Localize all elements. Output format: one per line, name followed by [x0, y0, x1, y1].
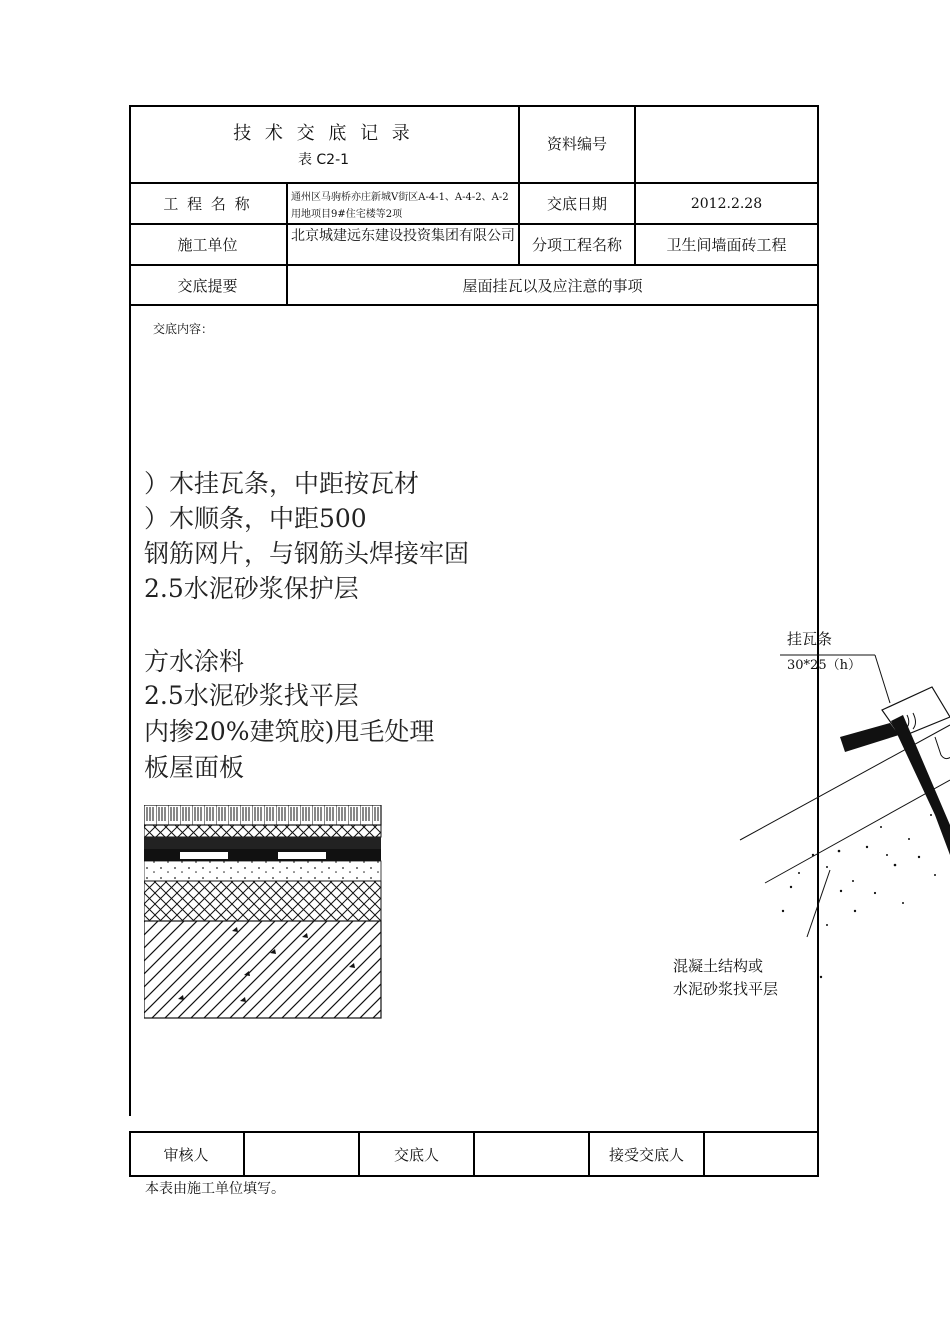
doc-no-label: 资料编号 — [546, 135, 607, 153]
project-name-value[interactable]: 通州区马驹桥亦庄新城Ⅴ街区A-4-1、A-4-2、A-2用地项目9#住宅楼等2项 — [291, 192, 509, 220]
layer-text: 钢筋网片，与钢筋头焊接牢固 — [144, 539, 470, 568]
sub-item-label: 分项工程名称 — [531, 236, 622, 254]
layer-text: ）木挂瓦条，中距按瓦材 — [144, 469, 420, 498]
layer-text: 板屋面板 — [144, 753, 245, 782]
layer-text: ）木顺条，中距500 — [144, 504, 367, 533]
footnote: 本表由施工单位填写。 — [145, 1181, 285, 1197]
title-cell — [129, 105, 518, 182]
leveling-layer-label: 水泥砂浆找平层 — [673, 980, 779, 998]
layer-text: 方水涂料 — [144, 647, 245, 676]
layer-text: 内掺20%建筑胶)甩毛处理 — [144, 717, 435, 746]
row-divider — [129, 304, 819, 306]
discloser-value[interactable] — [475, 1133, 588, 1175]
tile-batten-detail-drawing — [735, 625, 950, 1005]
doc-no-value[interactable] — [636, 105, 817, 182]
roof-layer-legend — [144, 460, 524, 790]
content-label: 交底内容： — [153, 322, 214, 336]
summary-value[interactable]: 屋面挂瓦以及应注意的事项 — [462, 276, 643, 295]
batten-label: 挂瓦条 — [787, 630, 833, 648]
structure-label: 混凝土结构或 — [673, 957, 764, 975]
receiver-label: 接受交底人 — [608, 1145, 684, 1164]
batten-size-label: 30*25（h） — [787, 658, 861, 673]
reviewer-label: 审核人 — [163, 1145, 209, 1164]
discloser-label: 交底人 — [393, 1145, 439, 1164]
form-title: 技 术 交 底 记 录 — [233, 122, 414, 144]
contractor-label: 施工单位 — [177, 236, 238, 254]
reviewer-value[interactable] — [245, 1133, 358, 1175]
disclosure-date-label: 交底日期 — [546, 195, 607, 213]
project-name-label: 工 程 名 称 — [163, 195, 252, 213]
roof-section-drawing — [144, 805, 382, 1019]
layer-text: 2.5水泥砂浆找平层 — [144, 681, 359, 710]
disclosure-date-value[interactable]: 2012.2.28 — [690, 195, 763, 212]
contractor-value[interactable]: 北京城建远东建设投资集团有限公司 — [291, 228, 515, 244]
summary-label: 交底提要 — [177, 276, 238, 295]
receiver-value[interactable] — [705, 1133, 817, 1175]
sub-item-value[interactable]: 卫生间墙面砖工程 — [666, 236, 787, 254]
form-number: 表 C2-1 — [297, 151, 350, 168]
layer-text: 2.5水泥砂浆保护层 — [144, 574, 359, 603]
